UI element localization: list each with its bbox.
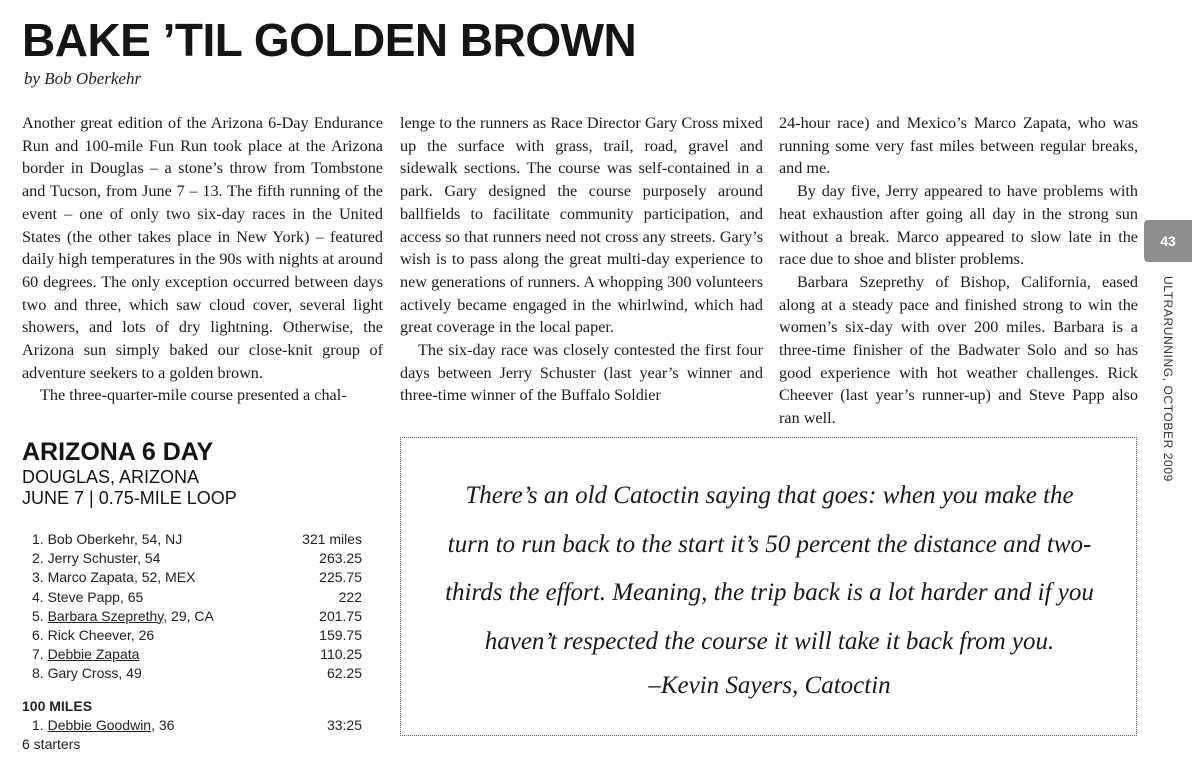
hundred-mile-heading: 100 MILES <box>22 697 93 714</box>
result-row <box>22 645 362 664</box>
running-head <box>1161 276 1179 486</box>
results-list <box>22 530 362 754</box>
results-date-loop: JUNE 7 | 0.75-MILE LOOP <box>22 488 237 508</box>
quote-line: thirds the effort. Meaning, the trip back is a lot harder and if you <box>445 579 1094 606</box>
runner-name: Bob Oberkehr <box>47 531 134 547</box>
results-header <box>22 437 382 509</box>
result-row <box>22 716 362 735</box>
result-value: 62.25 <box>326 665 362 682</box>
result-place: 7. <box>32 646 44 663</box>
result-value: 110.25 <box>320 646 362 663</box>
runner-name: Marco Zapata <box>47 569 134 586</box>
result-entry <box>22 716 174 735</box>
runner-name: Rick Cheever <box>47 626 131 643</box>
runner-details: , 49 <box>118 665 142 682</box>
six-day-results <box>22 530 362 684</box>
results-title: ARIZONA 6 DAY <box>22 438 214 466</box>
starters-count: 6 starters <box>22 735 81 752</box>
result-row <box>22 626 362 645</box>
quote-line: turn to run back to the start it’s 50 percent the distance and two- <box>447 530 1092 558</box>
result-place: 1. <box>32 716 44 733</box>
result-entry <box>22 664 142 683</box>
result-row <box>22 588 362 607</box>
paragraph: 24-hour race) and Mexico’s Marco Zapata, who was running some very fast miles between regular breaks, and me. <box>779 114 1138 178</box>
result-value: 263.25 <box>319 550 362 567</box>
page-number-tab: 43 <box>1144 220 1192 262</box>
paragraph: The six-day race was closely contested the first four days between Jerry Schuster (last year’s winner and three-time winner of the Buffalo Soldier <box>400 341 763 405</box>
result-row <box>22 530 362 549</box>
pull-quote-box <box>400 437 1137 736</box>
result-entry <box>22 530 182 549</box>
result-row <box>22 549 362 568</box>
running-head-text: ULTRARUNNING, OCTOBER 2009 <box>1161 276 1175 482</box>
result-value: 33:25 <box>326 716 362 733</box>
article-title: BAKE ’TIL GOLDEN BROWN <box>22 14 637 66</box>
result-entry <box>22 568 195 587</box>
article-column-2 <box>400 112 763 407</box>
runner-name: Debbie Zapata <box>47 646 140 663</box>
result-place: 2. <box>32 550 44 567</box>
runner-details: , 26 <box>130 626 155 643</box>
result-value: 159.75 <box>319 626 362 643</box>
runner-details: , 54, NJ <box>133 531 183 547</box>
result-place: 3. <box>32 569 44 586</box>
runner-name: Barbara Szeprethy <box>47 607 164 624</box>
runner-name: Jerry Schuster <box>47 550 138 567</box>
result-entry <box>22 549 160 568</box>
paragraph: Another great edition of the Arizona 6-Day Endurance Run and 100-mile Fun Run took place at the Arizona border in Douglas – a stone’s throw from Tombstone and Tucson, from June 7 – 13. The fifth running of the event – one of only two six-day races in the United States (the other takes place in New York) – featured daily high temperatures in the 90s with nights at around 60 degrees. The only exception occurred between days two and three, which saw cloud cover, several light showers, and lots of dry lightning. Otherwise, the Arizona sun simply baked our close-knit group of adventure seekers to a golden brown. <box>22 114 384 382</box>
results-location: DOUGLAS, ARIZONA <box>22 467 200 487</box>
result-row <box>22 568 362 587</box>
hundred-mile-results <box>22 716 362 735</box>
runner-details: , 54 <box>137 550 161 567</box>
quote-attribution: –Kevin Sayers, Catoctin <box>648 672 891 699</box>
result-place: 6. <box>32 626 44 643</box>
quote-line: There’s an old Catoctin saying that goes: when you make the <box>465 482 1074 509</box>
article-column-1 <box>22 112 383 407</box>
result-row <box>22 664 362 683</box>
result-row <box>22 607 362 626</box>
pull-quote <box>401 472 1138 666</box>
result-place: 4. <box>32 588 44 605</box>
byline: by Bob Oberkehr <box>24 69 142 88</box>
result-value: 222 <box>338 588 362 605</box>
result-entry <box>22 607 214 626</box>
paragraph: The three-quarter-mile course presented a chal- <box>40 386 347 405</box>
runner-name: Gary Cross <box>47 665 119 682</box>
runner-details: , 36 <box>151 716 175 733</box>
result-place: 5. <box>32 607 44 624</box>
result-place: 1. <box>32 531 44 547</box>
paragraph: By day five, Jerry appeared to have problems with heat exhaustion after going all day in the strong sun without a break. Marco appeared to slow late in the race due to shoe and blister problems. <box>779 182 1138 269</box>
result-value: 225.75 <box>319 569 362 586</box>
result-entry <box>22 588 143 607</box>
runner-details: , 65 <box>119 588 144 605</box>
runner-name: Steve Papp <box>47 588 120 605</box>
runner-name: Debbie Goodwin <box>47 716 152 733</box>
result-value: 321 miles <box>302 531 362 547</box>
result-place: 8. <box>32 665 44 682</box>
runner-details: , 29, CA <box>163 607 214 624</box>
paragraph: Barbara Szeprethy of Bishop, California, eased along at a steady pace and finished strong to win the women’s six-day with over 200 miles. Barbara is a three-time finisher of the Badwater Solo and so has good experience with hot weather challenges. Rick Cheever (last year’s runner-up) and Steve Papp also ran well. <box>779 272 1138 428</box>
runner-details: , 52, MEX <box>133 569 196 586</box>
result-entry <box>22 645 139 664</box>
article-column-3 <box>779 112 1138 430</box>
quote-line: haven’t respected the course it will take it back from you. <box>484 627 1055 655</box>
result-entry <box>22 626 154 645</box>
result-value: 201.75 <box>319 607 362 624</box>
paragraph: lenge to the runners as Race Director Gary Cross mixed up the surface with grass, trail, road, gravel and sidewalk sections. The course was self-contained in a park. Gary designed the course purposely around ballfields to facilitate community participation, and access so that runners need not cross any streets. Gary’s wish is to pass along the great multi-day experience to new generations of runners. A whopping 300 volunteers actively became engaged in the whirlwind, which had great coverage in the local paper. <box>400 114 763 337</box>
